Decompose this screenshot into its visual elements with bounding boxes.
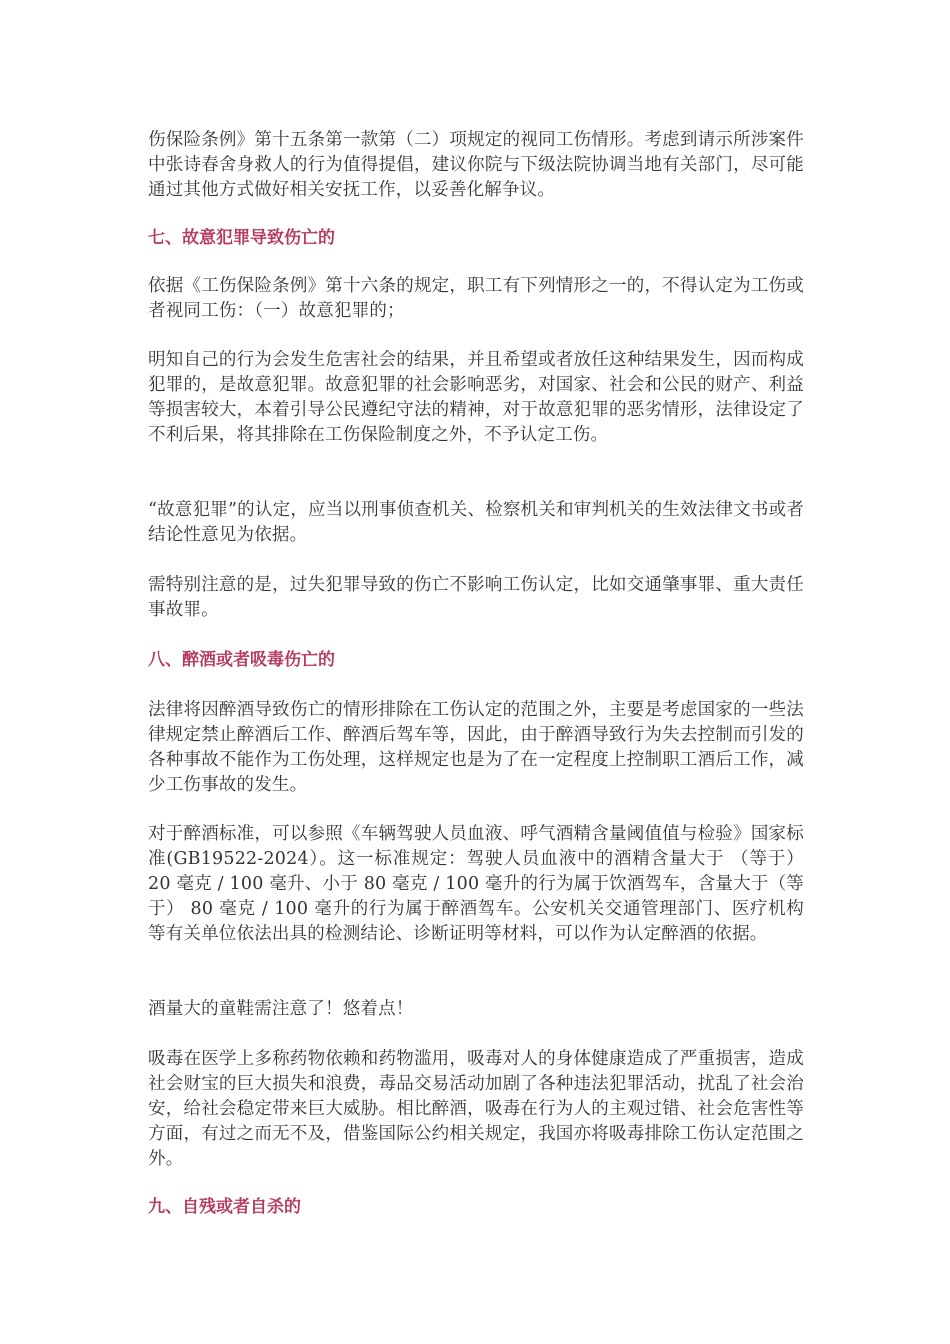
paragraph-drunkenness-exclusion: 法律将因醉酒导致伤亡的情形排除在工伤认定的范围之外，主要是考虑国家的一些法律规定禁止醉酒后工作、醉酒后驾车等，因此，由于醉酒导致行为失去控制而引发的各种事故不能作为工伤处理，这样规定也是为了在一定程度上控制职工酒后工作，减少工伤事故的发生。 [148,700,804,795]
section-heading-8: 八、醉酒或者吸毒伤亡的 [148,650,335,670]
paragraph-regulation-article-16: 依据《工伤保险条例》第十六条的规定，职工有下列情形之一的，不得认定为工伤或者视同工伤：（一）故意犯罪的； [148,276,804,321]
paragraph-drinking-reminder: 酒量大的童鞋需注意了！悠着点！ [148,999,414,1019]
paragraph-negligent-crime-note: 需特别注意的是，过失犯罪导致的伤亡不影响工伤认定，比如交通肇事罪、重大责任事故罪。 [148,575,804,620]
section-heading-7: 七、故意犯罪导致伤亡的 [148,228,335,248]
paragraph-drug-use-exclusion: 吸毒在医学上多称药物依赖和药物滥用，吸毒对人的身体健康造成了严重损害，造成社会财宝的巨大损失和浪费，毒品交易活动加剧了各种违法犯罪活动，扰乱了社会治安，给社会稳定带来巨大威胁。相比醉酒，吸毒在行为人的主观过错、社会危害性等方面，有过之而无不及，借鉴国际公约相关规定，我国亦将吸毒排除工伤认定范围之外。 [148,1049,804,1169]
section-heading-9: 九、自残或者自杀的 [148,1197,301,1217]
paragraph-work-injury-conclusion: 伤保险条例》第十五条第一款第（二）项规定的视同工伤情形。考虑到请示所涉案件中张诗春舍身救人的行为值得提倡，建议你院与下级法院协调当地有关部门，尽可能通过其他方式做好相关安抚工作，以妥善化解争议。 [148,130,804,200]
paragraph-intentional-crime-definition: 明知自己的行为会发生危害社会的结果，并且希望或者放任这种结果发生，因而构成犯罪的，是故意犯罪。故意犯罪的社会影响恶劣，对国家、社会和公民的财产、利益等损害较大，本着引导公民遵纪守法的精神，对于故意犯罪的恶劣情形，法律设定了不利后果，将其排除在工伤保险制度之外，不予认定工伤。 [148,350,804,445]
paragraph-drunkenness-standard: 对于醉酒标准，可以参照《车辆驾驶人员血液、呼气酒精含量阈值值与检验》国家标准(GB19522-2024）。这一标准规定：驾驶人员血液中的酒精含量大于 （等于） 20 毫克 / 100 毫升、小于 80 毫克 / 100 毫升的行为属于饮酒驾车，含量大于（等于） 80 毫克 / 100 毫升的行为属于醉酒驾车。公安机关交通管理部门、医疗机构等有关单位依法出具的检测结论、诊断证明等材料，可以作为认定醉酒的依据。 [148,824,804,944]
paragraph-intentional-crime-determination: “故意犯罪”的认定，应当以刑事侦查机关、检察机关和审判机关的生效法律文书或者结论性意见为依据。 [148,500,804,545]
